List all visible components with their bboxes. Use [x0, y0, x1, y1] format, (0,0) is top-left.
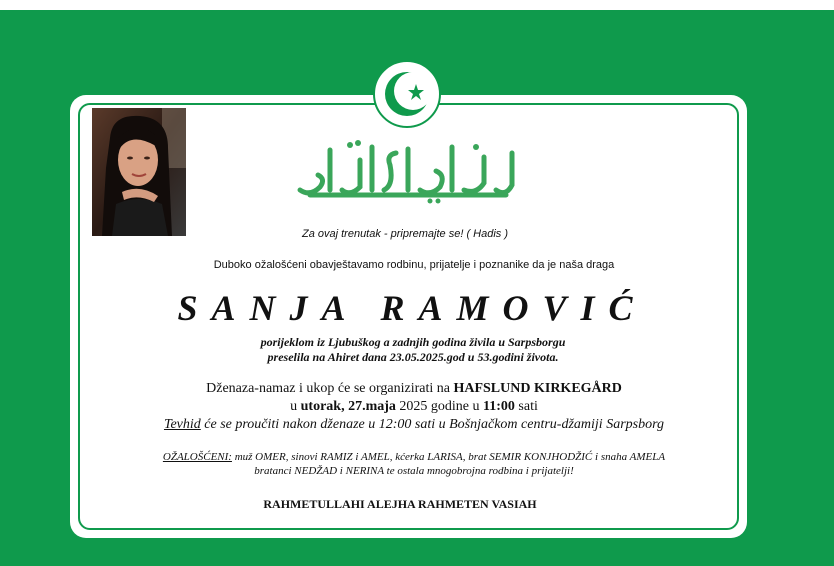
dzenaza-day: utorak, 27.maja	[300, 399, 396, 414]
mourners-label: OŽALOŠĆENI:	[162, 451, 232, 463]
dzenaza-mid: 2025 godine u	[395, 399, 484, 414]
deceased-photo	[92, 108, 186, 236]
tevhid-text: će se proučiti nakon dženaze u 12:00 sati u Bošnjačkom centru-džamiji Sarpsborg	[200, 417, 665, 432]
mourners-line-1	[163, 451, 665, 463]
dzenaza-pre: u	[290, 399, 301, 414]
dzenaza-line-1	[206, 381, 622, 397]
dzenaza-intro: Dženaza-namaz i ukop će se organizirati na	[206, 381, 454, 396]
crescent-star-icon	[373, 60, 441, 128]
arabic-calligraphy	[290, 135, 520, 205]
origin-line-1: porijeklom iz Ljubuškog a zadnjih godina živila u Sarpsborgu	[260, 335, 566, 349]
origin-line-2: preselila na Ahiret dana 23.05.2025.god u 53.godini života.	[267, 350, 559, 364]
mourners-line-2: bratanci NEDŽAD i NERINA te ostala mnogobrojna rodbina i prijatelji!	[254, 465, 574, 477]
tevhid-label: Tevhid	[163, 417, 201, 432]
mourners-text-1: muž OMER, sinovi RAMIZ i AMEL, kćerka LARISA, brat SEMIR KONJHODŽIĆ i snaha AMELA	[231, 451, 666, 463]
dzenaza-post: sati	[514, 399, 538, 414]
closing-prayer: RAHMETULLAHI ALEJHA RAHMETEN VASIAH	[263, 497, 537, 511]
deceased-name: SANJA RAMOVIĆ	[177, 288, 647, 328]
hadis-quote: Za ovaj trenutak - pripremajte se! ( Hadis )	[301, 228, 509, 240]
top-white-strip	[0, 0, 834, 10]
dzenaza-place: HAFSLUND KIRKEGÅRD	[453, 381, 622, 396]
intro-text: Duboko ožalošćeni obavještavamo rodbinu, prijatelje i poznanike da je naša draga	[213, 259, 615, 271]
dzenaza-time: 11:00	[483, 399, 515, 414]
tevhid-line	[164, 417, 664, 433]
dzenaza-line-2	[290, 399, 538, 415]
